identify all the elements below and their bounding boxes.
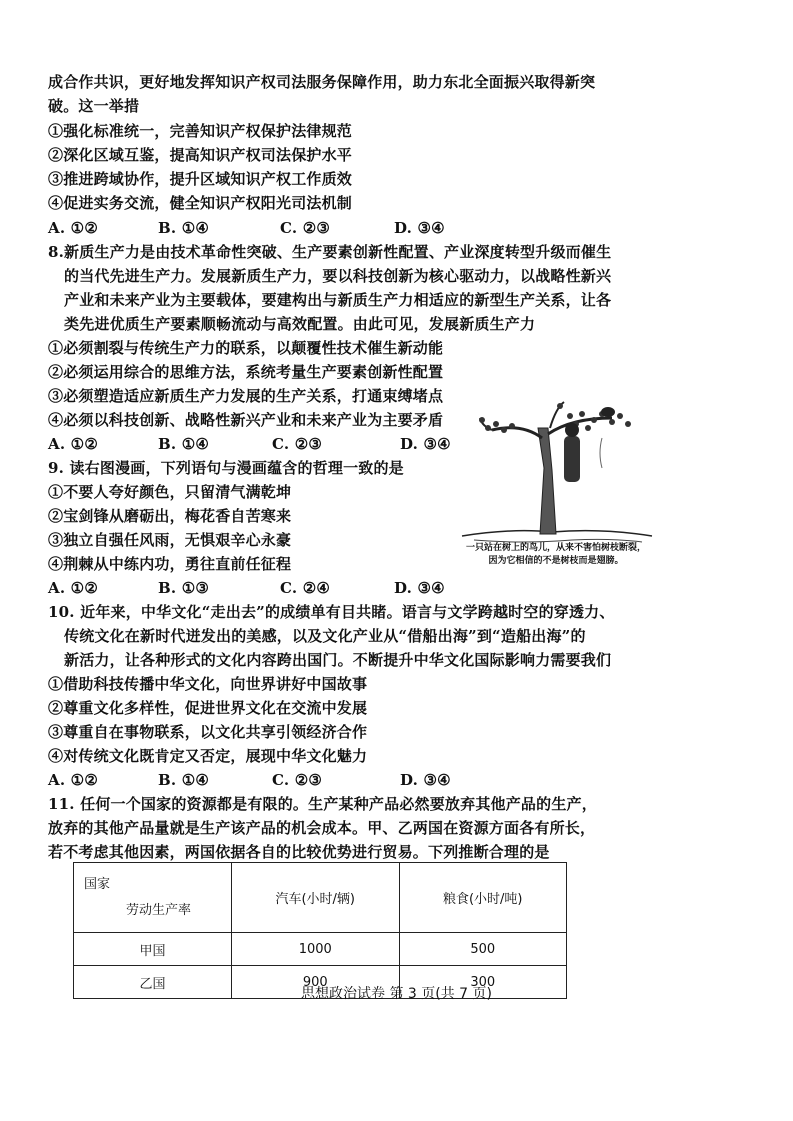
answer-a: A. ①② <box>48 219 98 237</box>
q7-option-1: ①强化标准统一，完善知识产权保护法律规范 <box>48 122 353 140</box>
corner-label-productivity: 劳动生产率 <box>126 903 192 918</box>
header-grain: 粮食(小时/吨) <box>399 863 567 933</box>
q8-option-4: ④必须以科技创新、战略性新兴产业和未来产业为主要矛盾 <box>48 411 444 429</box>
answer-d: D. ③④ <box>400 435 451 453</box>
answer-c: C. ②③ <box>272 435 323 453</box>
corner-label-country: 国家 <box>84 877 111 892</box>
answer-c: C. ②④ <box>280 579 331 597</box>
answer-b: B. ①④ <box>158 435 210 453</box>
answer-b: B. ①④ <box>158 219 210 237</box>
q10-option-4: ④对传统文化既肯定又否定，展现中华文化魅力 <box>48 747 368 765</box>
answer-a: A. ①② <box>48 771 98 789</box>
bird <box>601 407 615 417</box>
row-country: 乙国 <box>74 966 232 999</box>
q10-answers <box>48 770 451 790</box>
answer-a: A. ①② <box>48 435 98 453</box>
row-country: 甲国 <box>74 933 232 966</box>
q9-stem: 9. 读右图漫画，下列语句与漫画蕴含的哲理一致的是 <box>48 459 404 477</box>
q10-stem-3: 新活力，让各种形式的文化内容跨出国门。不断提升中华文化国际影响力需要我们 <box>64 651 612 669</box>
q8-option-2: ②必须运用综合的思维方法，系统考量生产要素创新性配置 <box>48 363 444 381</box>
answer-b: B. ①④ <box>158 771 210 789</box>
answer-d: D. ③④ <box>400 771 451 789</box>
q7-option-3: ③推进跨域协作，提升区域知识产权工作质效 <box>48 170 353 188</box>
q9-option-1: ①不要人夸好颜色，只留清气满乾坤 <box>48 483 292 501</box>
q8-answers <box>48 434 451 454</box>
header-car: 汽车(小时/辆) <box>232 863 400 933</box>
q10-option-1: ①借助科技传播中华文化，向世界讲好中国故事 <box>48 675 368 693</box>
page-footer: 思想政治试卷 第 3 页(共 7 页) <box>301 986 492 1002</box>
caption-line-2: 因为它相信的不是树枝而是翅膀。 <box>488 556 624 566</box>
q11-stem-3: 若不考虑其他因素，两国依据各自的比较优势进行贸易。下列推断合理的是 <box>48 843 550 861</box>
table-row <box>74 933 567 966</box>
q11-stem-2: 放弃的其他产品量就是生产该产品的机会成本。甲、乙两国在资源方面各有所长， <box>48 819 596 837</box>
answer-c: C. ②③ <box>280 219 331 237</box>
caption-line-1: 一只站在树上的鸟儿，从来不害怕树枝断裂， <box>465 543 646 553</box>
q8-stem-1: 8.新质生产力是由技术革命性突破、生产要素创新性配置、产业深度转型升级而催生 <box>48 243 612 261</box>
q7-option-4: ④促进实务交流，健全知识产权阳光司法机制 <box>48 194 353 212</box>
table-corner-cell <box>74 863 232 933</box>
q8-stem-4: 类先进优质生产要素顺畅流动与高效配置。由此可见，发展新质生产力 <box>64 315 536 333</box>
table-header-row <box>74 863 567 933</box>
productivity-table <box>73 862 567 999</box>
q7-line-1: 成合作共识，更好地发挥知识产权司法服务保障作用，助力东北全面振兴取得新突 <box>48 73 596 91</box>
row-grain: 300 <box>399 966 567 999</box>
row-grain: 500 <box>399 933 567 966</box>
answer-d: D. ③④ <box>394 219 445 237</box>
row-car: 1000 <box>232 933 400 966</box>
row-car: 900 <box>232 966 400 999</box>
q9-option-2: ②宝剑锋从磨砺出，梅花香自苦寒来 <box>48 507 292 525</box>
q11-stem-1: 11. 任何一个国家的资源都是有限的。生产某种产品必然要放弃其他产品的生产， <box>48 795 597 813</box>
q7-answers <box>48 218 445 238</box>
q8-stem-2: 的当代先进生产力。发展新质生产力，要以科技创新为核心驱动力，以战略性新兴 <box>64 267 612 285</box>
q8-stem-3: 产业和未来产业为主要载体，要建构出与新质生产力相适应的新型生产关系，让各 <box>64 291 612 309</box>
q10-option-3: ③尊重自在事物联系，以文化共享引领经济合作 <box>48 723 368 741</box>
cartoon-caption <box>452 542 660 568</box>
q9-option-4: ④荆棘从中练内功，勇往直前任征程 <box>48 555 292 573</box>
q9-option-3: ③独立自强任风雨，无惧艰辛心永豪 <box>48 531 292 549</box>
q10-stem-1: 10. 近年来，中华文化“走出去”的成绩单有目共睹。语言与文学跨越时空的穿透力、 <box>48 603 615 621</box>
answer-d: D. ③④ <box>394 579 445 597</box>
q7-line-2: 破。这一举措 <box>48 97 140 115</box>
q7-option-2: ②深化区域互鉴，提高知识产权司法保护水平 <box>48 146 353 164</box>
q10-option-2: ②尊重文化多样性，促进世界文化在交流中发展 <box>48 699 368 717</box>
q8-option-3: ③必须塑造适应新质生产力发展的生产关系，打通束缚堵点 <box>48 387 444 405</box>
q8-option-1: ①必须割裂与传统生产力的联系，以颠覆性技术催生新动能 <box>48 339 444 357</box>
answer-a: A. ①② <box>48 579 98 597</box>
answer-b: B. ①③ <box>158 579 210 597</box>
answer-c: C. ②③ <box>272 771 323 789</box>
q9-answers <box>48 578 445 598</box>
q10-stem-2: 传统文化在新时代迸发出的美感，以及文化产业从“借船出海”到“造船出海”的 <box>64 627 586 645</box>
